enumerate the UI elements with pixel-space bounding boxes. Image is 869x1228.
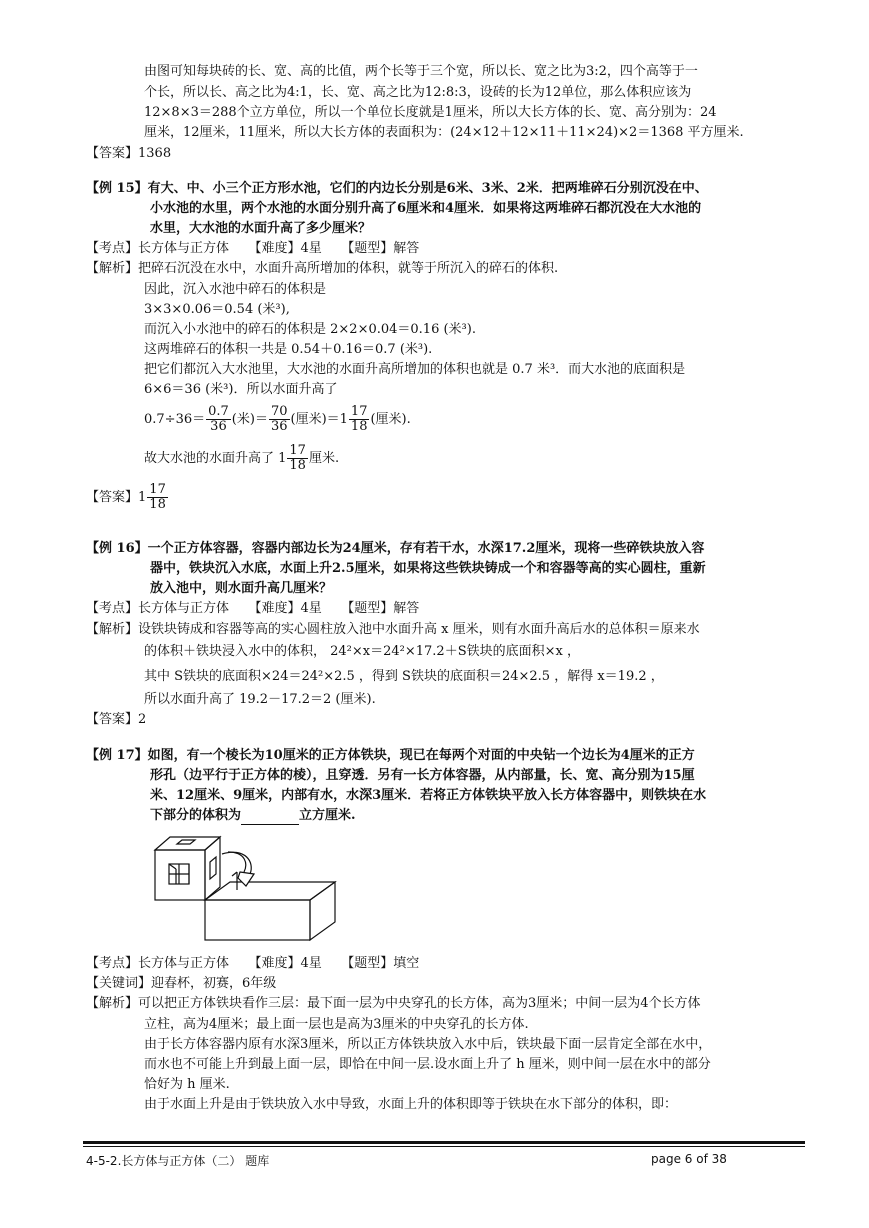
question-text: 形孔（边平行于正方体的棱），且穿透．另有一长方体容器，从内部量，长、宽、高分别为15厘: [150, 768, 695, 783]
text-line: 厘米，12厘米，11厘米，所以大长方体的表面积为：(24×12＋12×11＋11×24)×2＝1368 平方厘米.: [144, 125, 744, 140]
solution-line: 所以水面升高了 19.2－17.2＝2 (厘米).: [144, 692, 376, 707]
meta-line: 【考点】长方体与正方体 【难度】4星 【题型】填空: [86, 956, 420, 971]
text-line: 12×8×3＝288个立方单位，所以一个单位长度就是1厘米，所以大长方体的长、宽、高分别为：24: [144, 105, 717, 120]
solution-line: [144, 443, 339, 475]
solution-line: 【解析】可以把正方体铁块看作三层：最下面一层为中央穿孔的长方体，高为3厘米；中间一层为4个长方体: [86, 996, 701, 1011]
answer-line: [86, 145, 171, 163]
question-text: 水里，大水池的水面升高了多少厘米？: [150, 221, 372, 236]
example-16-question: [86, 540, 704, 558]
equation-text: (厘米)＝1: [290, 412, 348, 427]
fraction: [349, 405, 370, 434]
numerator: 0.7: [208, 404, 229, 419]
cube-and-container-figure: [150, 832, 350, 944]
footer-rule-thin: [83, 1146, 805, 1147]
solution-line: 【解析】设铁块铸成和容器等高的实心圆柱放入池中水面升高 x 厘米，则有水面升高后水的总体积＝原来水: [86, 622, 700, 637]
question-text: 立方厘米.: [299, 808, 356, 823]
fraction: [287, 444, 308, 473]
solution-line: 而水也不可能上升到最上面一层，即恰在中间一层.设水面上升了 h 厘米，则中间一层在水中的部分: [144, 1057, 711, 1072]
numerator: 17: [289, 443, 306, 458]
example-15-question: [86, 180, 708, 198]
solution-line: 【解析】把碎石沉没在水中，水面升高所增加的体积，就等于所沉入的碎石的体积.: [86, 261, 559, 276]
text-line: 个长，所以长、高之比为4:1，长、宽、高之比为12:8:3，设砖的长为12单位，那么体积应该为: [144, 85, 692, 100]
solution-line: 恰好为 h 厘米.: [144, 1077, 230, 1092]
denominator: 36: [210, 419, 227, 434]
example-tag: 【例 15】: [86, 181, 148, 196]
question-text: 下部分的体积为: [150, 808, 242, 823]
answer-label: 【答案】: [86, 490, 139, 505]
equation-line: [144, 404, 411, 436]
answer-value: 2: [138, 712, 147, 727]
denominator: 36: [270, 419, 288, 434]
footer-title: 4-5-2.长方体与正方体（二） 题库: [86, 1154, 270, 1168]
meta-line: 【考点】长方体与正方体 【难度】4星 【题型】解答: [86, 241, 420, 256]
example-17-question: [86, 747, 695, 765]
solution-line: 由于长方体容器内原有水深3厘米，所以正方体铁块放入水中后，铁块最下面一层肯定全部在水中，: [144, 1037, 712, 1052]
numerator: 70: [270, 404, 288, 419]
question-text: 如图，有一个棱长为10厘米的正方体铁块，现已在每两个对面的中央钻一个边长为4厘米的正方: [147, 748, 695, 763]
solution-text: 厘米.: [308, 451, 340, 466]
solution-line: 这两堆碎石的体积一共是 0.54＋0.16＝0.7 (米³).: [144, 342, 433, 357]
text-line: 由图可知每块砖的长、宽、高的比值，两个长等于三个宽，所以长、宽之比为3:2，四个高等于一: [144, 64, 698, 79]
solution-line: 6×6＝36 (米³)．所以水面升高了: [144, 382, 338, 397]
example-tag: 【例 17】: [86, 748, 148, 763]
numerator: 17: [350, 404, 368, 419]
fraction: [269, 405, 290, 434]
solution-line: 3×3×0.06＝0.54 (米³),: [144, 302, 290, 317]
equation-text: 0.7÷36＝: [144, 412, 206, 427]
answer-line: [86, 482, 169, 514]
solution-line: 把它们都沉入大水池里，大水池的水面升高所增加的体积也就是 0.7 米³．而大水池的底面积是: [144, 362, 686, 377]
solution-line: 的体积＋铁块浸入水中的体积， 24²×x＝24²×17.2＋S铁块的底面积×x ，: [144, 644, 580, 659]
answer-value: 1: [138, 490, 147, 505]
denominator: 18: [149, 497, 166, 512]
solution-line: 其中 S铁块的底面积×24＝24²×2.5 ，得到 S铁块的底面积＝24×2.5 ，解得 x＝19.2 ，: [144, 669, 664, 684]
solution-text: 故大水池的水面升高了 1: [144, 451, 287, 466]
meta-line: 【考点】长方体与正方体 【难度】4星 【题型】解答: [86, 601, 420, 616]
question-text: 放入池中，则水面升高几厘米？: [150, 581, 333, 596]
solution-line: 而沉入小水池中的碎石的体积是 2×2×0.04＝0.16 (米³).: [144, 322, 476, 337]
keywords-line: 【关键词】迎春杯，初赛，6年级: [86, 976, 277, 991]
footer-rule: [83, 1141, 805, 1144]
page-number: page 6 of 38: [651, 1152, 727, 1166]
question-text: [150, 807, 356, 825]
answer-blank: [241, 810, 299, 825]
equation-text: (厘米).: [370, 412, 411, 427]
answer-value: 1368: [138, 146, 172, 161]
answer-label: 【答案】: [86, 146, 139, 161]
question-text: 米、12厘米、9厘米，内部有水，水深3厘米．若将正方体铁块平放入长方体容器中，则铁块在水: [150, 788, 707, 803]
solution-line: 因此，沉入水池中碎石的体积是: [144, 282, 327, 297]
equation-text: (米)＝: [231, 412, 268, 427]
question-text: 小水池的水里，两个水池的水面分别升高了6厘米和4厘米．如果将这两堆碎石都沉没在大水池的: [150, 201, 702, 216]
question-text: 器中，铁块沉入水底，水面上升2.5厘米，如果将这些铁块铸成一个和容器等高的实心圆柱，重新: [150, 561, 706, 576]
question-text: 一个正方体容器，容器内部边长为24厘米，存有若干水，水深17.2厘米，现将一些碎铁块放入容: [147, 541, 705, 556]
denominator: 18: [289, 458, 306, 473]
solution-line: 立柱，高为4厘米；最上面一层也是高为3厘米的中央穿孔的长方体.: [144, 1017, 529, 1032]
answer-line: [86, 711, 146, 729]
denominator: 18: [350, 419, 368, 434]
fraction: [206, 405, 231, 434]
answer-label: 【答案】: [86, 712, 139, 727]
numerator: 17: [149, 482, 166, 497]
example-tag: 【例 16】: [86, 541, 148, 556]
fraction: [147, 483, 168, 512]
solution-line: 由于水面上升是由于铁块放入水中导致，水面上升的体积即等于铁块在水下部分的体积，即：: [144, 1097, 678, 1112]
question-text: 有大、中、小三个正方形水池，它们的内边长分别是6米、3米、2米．把两堆碎石分别沉没在中、: [147, 181, 708, 196]
